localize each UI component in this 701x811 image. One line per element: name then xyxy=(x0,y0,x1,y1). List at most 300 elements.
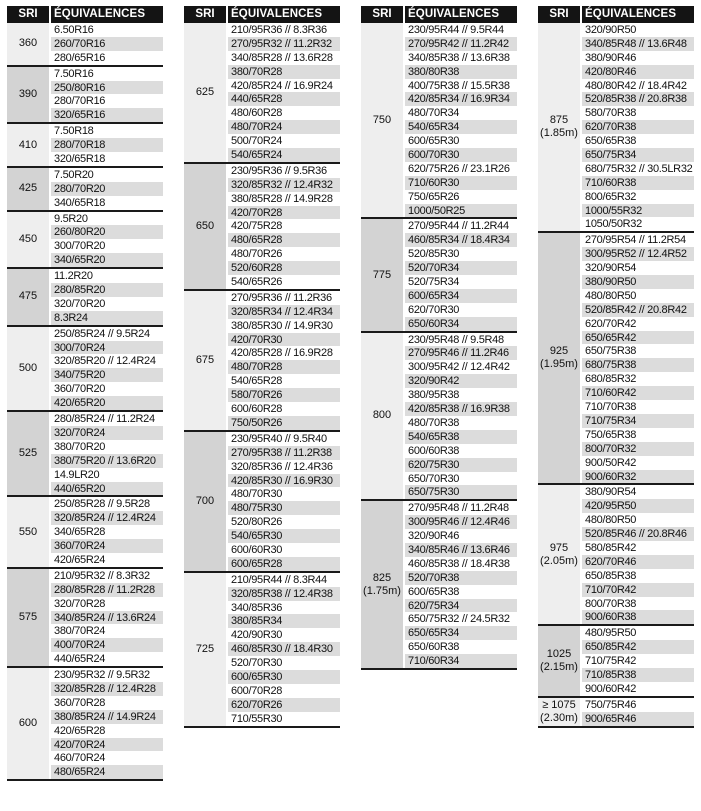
table-body xyxy=(184,23,340,728)
sri-cell xyxy=(184,23,226,162)
equivalence-list xyxy=(582,626,694,695)
equivalence-row: 230/95R48 // 9.5R48 xyxy=(405,333,517,347)
equivalence-list xyxy=(51,269,163,325)
size-group xyxy=(7,327,163,412)
sri-cell xyxy=(184,164,226,289)
size-group xyxy=(7,124,163,168)
sri-value: ≥ 1075 xyxy=(542,698,576,711)
equivalence-row: 650/75R38 xyxy=(582,344,694,358)
size-group xyxy=(361,219,517,332)
equivalence-row: 440/65R20 xyxy=(51,482,163,496)
equivalence-row: 420/85R24 // 16.9R24 xyxy=(228,79,340,93)
sri-value: 425 xyxy=(18,182,38,195)
equivalence-list xyxy=(228,432,340,571)
equivalence-row: 900/60R32 xyxy=(582,470,694,484)
equivalence-row: 280/70R18 xyxy=(51,138,163,152)
equivalence-row: 710/85R38 xyxy=(582,668,694,682)
header-equivalences: ÉQUIVALENCES xyxy=(582,6,694,23)
equivalence-row: 520/70R30 xyxy=(228,656,340,670)
equivalence-row: 480/65R24 xyxy=(51,765,163,779)
equivalence-row: 900/60R38 xyxy=(582,610,694,624)
equivalence-row: 270/95R46 // 11.2R46 xyxy=(405,346,517,360)
sri-cell xyxy=(7,412,49,495)
sri-value: 925 xyxy=(549,345,569,358)
sri-cell xyxy=(7,124,49,166)
header-equivalences: ÉQUIVALENCES xyxy=(228,6,340,23)
equivalence-row: 260/80R20 xyxy=(51,225,163,239)
equivalence-row: 280/70R16 xyxy=(51,94,163,108)
size-group xyxy=(361,501,517,670)
equivalence-row: 520/70R38 xyxy=(405,571,517,585)
equivalence-list xyxy=(582,698,694,726)
sri-cell xyxy=(361,501,403,668)
equivalence-row: 320/85R36 // 12.4R36 xyxy=(228,460,340,474)
size-group xyxy=(538,23,694,233)
equivalence-row: 320/90R46 xyxy=(405,529,517,543)
equivalence-row: 320/90R42 xyxy=(405,374,517,388)
equivalence-row: 680/85R32 xyxy=(582,372,694,386)
equivalence-row: 320/65R18 xyxy=(51,152,163,166)
equivalence-row: 380/85R28 // 14.9R28 xyxy=(228,192,340,206)
equivalence-row: 320/70R24 xyxy=(51,426,163,440)
equivalence-row: 14.9LR20 xyxy=(51,468,163,482)
equivalence-row: 7.50R20 xyxy=(51,168,163,182)
sri-cell xyxy=(184,291,226,430)
equivalence-row: 440/65R24 xyxy=(51,652,163,666)
equivalence-row: 270/95R32 // 11.2R32 xyxy=(228,37,340,51)
equivalence-list xyxy=(582,485,694,624)
equivalence-row: 480/80R50 xyxy=(582,289,694,303)
equivalence-row: 9.5R20 xyxy=(51,212,163,226)
equivalence-row: 380/70R24 xyxy=(51,624,163,638)
header-equivalences: ÉQUIVALENCES xyxy=(405,6,517,23)
equivalence-row: 420/65R20 xyxy=(51,396,163,410)
equivalence-row: 270/95R36 // 11.2R36 xyxy=(228,291,340,305)
equivalence-list xyxy=(51,124,163,166)
equivalence-row: 460/85R30 // 18.4R30 xyxy=(228,642,340,656)
equivalence-row: 620/75R34 xyxy=(405,599,517,613)
equivalence-row: 320/70R28 xyxy=(51,597,163,611)
sri-cell xyxy=(538,233,580,483)
equivalence-row: 600/65R34 xyxy=(405,289,517,303)
size-group xyxy=(7,569,163,668)
equivalence-row: 620/70R30 xyxy=(405,303,517,317)
header-sri: SRI xyxy=(361,6,403,23)
equivalence-row: 420/70R28 xyxy=(228,206,340,220)
equivalence-row: 360/70R28 xyxy=(51,696,163,710)
equivalence-row: 600/65R28 xyxy=(228,557,340,571)
equivalence-row: 340/85R46 // 13.6R46 xyxy=(405,543,517,557)
equivalence-row: 380/90R50 xyxy=(582,275,694,289)
equivalence-row: 230/95R36 // 9.5R36 xyxy=(228,164,340,178)
sri-cell xyxy=(361,219,403,330)
sri-cell xyxy=(7,668,49,779)
equivalence-list xyxy=(228,291,340,430)
equivalence-row: 320/90R54 xyxy=(582,261,694,275)
equivalence-list xyxy=(51,497,163,566)
size-group xyxy=(7,412,163,497)
equivalence-row: 650/60R38 xyxy=(405,640,517,654)
equivalence-row: 380/80R38 xyxy=(405,65,517,79)
table-header xyxy=(7,6,163,23)
sri-value: 390 xyxy=(18,87,38,100)
equivalence-row: 270/95R44 // 11.2R44 xyxy=(405,219,517,233)
equivalence-row: 650/75R32 // 24.5R32 xyxy=(405,612,517,626)
header-sri: SRI xyxy=(184,6,226,23)
equivalence-row: 230/95R44 // 9.5R44 xyxy=(405,23,517,37)
size-group xyxy=(7,269,163,327)
equivalence-row: 340/85R36 xyxy=(228,601,340,615)
size-group xyxy=(7,67,163,125)
equivalence-row: 650/85R38 xyxy=(582,569,694,583)
equivalence-row: 620/75R30 xyxy=(405,458,517,472)
equivalence-row: 580/70R38 xyxy=(582,106,694,120)
equivalence-row: 340/85R24 // 13.6R24 xyxy=(51,611,163,625)
equivalence-row: 320/65R16 xyxy=(51,108,163,122)
equivalence-row: 250/80R16 xyxy=(51,81,163,95)
sri-cell xyxy=(538,626,580,695)
sri-value: 750 xyxy=(372,113,392,126)
equivalence-row: 340/75R20 xyxy=(51,368,163,382)
equivalence-row: 520/85R30 xyxy=(405,247,517,261)
equivalence-row: 600/65R30 xyxy=(405,134,517,148)
size-group xyxy=(538,626,694,697)
sri-value: 975 xyxy=(549,541,569,554)
sri-cell xyxy=(7,269,49,325)
size-group xyxy=(7,497,163,568)
table-header xyxy=(361,6,517,23)
equivalence-row: 420/85R38 // 16.9R38 xyxy=(405,402,517,416)
equivalence-row: 750/75R46 xyxy=(582,698,694,712)
equivalence-row: 710/60R42 xyxy=(582,386,694,400)
equivalence-row: 540/65R38 xyxy=(405,430,517,444)
size-group xyxy=(538,233,694,485)
equivalence-row: 1050/50R32 xyxy=(582,217,694,231)
equivalence-row: 480/70R28 xyxy=(228,360,340,374)
equivalence-row: 300/95R46 // 12.4R46 xyxy=(405,515,517,529)
equivalence-row: 600/60R28 xyxy=(228,402,340,416)
sri-cell xyxy=(361,333,403,500)
equivalence-row: 340/85R28 // 13.6R28 xyxy=(228,51,340,65)
equivalence-list xyxy=(405,219,517,330)
equivalence-row: 11.2R20 xyxy=(51,269,163,283)
equivalence-row: 620/70R38 xyxy=(582,120,694,134)
table-body xyxy=(361,23,517,670)
equivalence-row: 280/70R20 xyxy=(51,182,163,196)
equivalence-row: 480/80R50 xyxy=(582,513,694,527)
equivalence-list xyxy=(51,569,163,666)
sri-cell xyxy=(7,23,49,65)
equivalence-row: 600/65R30 xyxy=(228,670,340,684)
equivalence-list xyxy=(228,164,340,289)
equivalence-row: 710/75R34 xyxy=(582,414,694,428)
equivalence-row: 520/85R42 // 20.8R42 xyxy=(582,303,694,317)
equivalence-list xyxy=(582,23,694,231)
size-group xyxy=(184,573,340,728)
sri-cell xyxy=(184,573,226,726)
equivalence-row: 620/75R26 // 23.1R26 xyxy=(405,162,517,176)
equivalence-row: 600/60R38 xyxy=(405,444,517,458)
equivalence-row: 500/70R24 xyxy=(228,134,340,148)
equivalence-row: 1000/55R32 xyxy=(582,204,694,218)
equivalence-row: 480/75R30 xyxy=(228,501,340,515)
equivalence-row: 650/65R42 xyxy=(582,331,694,345)
equivalence-row: 210/95R36 // 8.3R36 xyxy=(228,23,340,37)
equivalence-row: 380/95R38 xyxy=(405,388,517,402)
equivalence-row: 420/80R46 xyxy=(582,65,694,79)
equivalence-row: 320/85R20 // 12.4R24 xyxy=(51,354,163,368)
equivalence-row: 320/85R32 // 12.4R32 xyxy=(228,178,340,192)
equivalence-row: 280/85R28 // 11.2R28 xyxy=(51,583,163,597)
sri-diameter: (1.75m) xyxy=(363,584,401,597)
equivalence-row: 300/70R20 xyxy=(51,239,163,253)
sri-cell xyxy=(538,698,580,726)
equivalence-row: 580/85R42 xyxy=(582,541,694,555)
equivalence-row: 650/75R30 xyxy=(405,485,517,499)
sri-cell xyxy=(361,23,403,217)
equivalence-row: 420/85R28 // 16.9R28 xyxy=(228,346,340,360)
equivalence-row: 900/65R46 xyxy=(582,712,694,726)
equivalence-list xyxy=(51,212,163,268)
equivalence-row: 540/65R26 xyxy=(228,275,340,289)
sri-cell xyxy=(538,485,580,624)
equivalence-row: 420/65R28 xyxy=(51,724,163,738)
sri-cell xyxy=(538,23,580,231)
sri-value: 475 xyxy=(18,290,38,303)
equivalence-row: 600/70R30 xyxy=(405,148,517,162)
sri-diameter: (1.95m) xyxy=(540,358,578,371)
equivalence-row: 710/55R30 xyxy=(228,712,340,726)
equivalence-row: 380/85R24 // 14.9R24 xyxy=(51,710,163,724)
equivalence-row: 440/65R28 xyxy=(228,92,340,106)
equivalence-row: 250/85R28 // 9.5R28 xyxy=(51,497,163,511)
equivalence-row: 710/70R38 xyxy=(582,400,694,414)
equivalence-row: 7.50R18 xyxy=(51,124,163,138)
size-group xyxy=(538,698,694,728)
header-sri: SRI xyxy=(538,6,580,23)
sri-value: 825 xyxy=(372,571,392,584)
equivalence-row: 340/65R18 xyxy=(51,196,163,210)
equivalence-row: 480/70R26 xyxy=(228,247,340,261)
sri-value: 625 xyxy=(195,85,215,98)
header-sri: SRI xyxy=(7,6,49,23)
equivalence-row: 600/60R30 xyxy=(228,543,340,557)
size-group xyxy=(184,291,340,432)
size-group xyxy=(184,432,340,573)
equivalence-row: 380/70R28 xyxy=(228,65,340,79)
equivalence-row: 210/95R44 // 8.3R44 xyxy=(228,573,340,587)
equivalence-row: 340/85R48 // 13.6R48 xyxy=(582,37,694,51)
equivalence-row: 800/70R32 xyxy=(582,442,694,456)
equivalence-row: 680/75R32 // 30.5LR32 xyxy=(582,162,694,176)
equivalence-row: 650/65R34 xyxy=(405,626,517,640)
sri-cell xyxy=(7,497,49,566)
equivalence-row: 520/60R28 xyxy=(228,261,340,275)
equivalence-row: 480/70R34 xyxy=(405,106,517,120)
equivalence-row: 320/85R34 // 12.4R34 xyxy=(228,305,340,319)
sri-value: 550 xyxy=(18,525,38,538)
equivalence-row: 380/90R46 xyxy=(582,51,694,65)
sri-value: 725 xyxy=(195,642,215,655)
equivalence-row: 710/60R30 xyxy=(405,176,517,190)
equivalence-row: 400/75R38 // 15.5R38 xyxy=(405,79,517,93)
equivalence-row: 230/95R32 // 9.5R32 xyxy=(51,668,163,682)
sri-diameter: (2.30m) xyxy=(540,711,578,724)
equivalence-row: 270/95R48 // 11.2R48 xyxy=(405,501,517,515)
table-header xyxy=(538,6,694,23)
equivalence-row: 380/70R20 xyxy=(51,440,163,454)
equivalence-row: 8.3R24 xyxy=(51,311,163,325)
equivalence-list xyxy=(582,233,694,483)
sri-diameter: (1.85m) xyxy=(540,127,578,140)
sri-cell xyxy=(7,569,49,666)
equivalence-row: 650/60R34 xyxy=(405,317,517,331)
sri-cell xyxy=(7,327,49,410)
equivalence-row: 260/70R16 xyxy=(51,37,163,51)
equivalence-row: 6.50R16 xyxy=(51,23,163,37)
equivalence-list xyxy=(51,67,163,123)
size-group xyxy=(184,23,340,164)
equivalence-row: 280/85R20 xyxy=(51,283,163,297)
sri-value: 500 xyxy=(18,361,38,374)
equivalence-row: 280/65R16 xyxy=(51,51,163,65)
equivalence-row: 280/85R24 // 11.2R24 xyxy=(51,412,163,426)
equivalence-row: 600/65R38 xyxy=(405,585,517,599)
header-equivalences: ÉQUIVALENCES xyxy=(51,6,163,23)
equivalence-row: 480/70R30 xyxy=(228,487,340,501)
equivalence-row: 520/75R34 xyxy=(405,275,517,289)
equivalence-row: 480/65R28 xyxy=(228,233,340,247)
size-group xyxy=(184,164,340,291)
sri-value: 600 xyxy=(18,717,38,730)
sizing-table-column-3 xyxy=(361,6,517,670)
sri-diameter: (2.15m) xyxy=(540,661,578,674)
equivalence-row: 600/70R28 xyxy=(228,684,340,698)
equivalence-row: 460/70R24 xyxy=(51,751,163,765)
equivalence-row: 300/70R24 xyxy=(51,341,163,355)
equivalence-row: 520/70R34 xyxy=(405,261,517,275)
equivalence-row: 480/95R50 xyxy=(582,626,694,640)
equivalence-row: 710/60R38 xyxy=(582,176,694,190)
sizing-table-column-1 xyxy=(7,6,163,781)
equivalence-list xyxy=(51,412,163,495)
sri-value: 650 xyxy=(195,219,215,232)
equivalence-row: 900/50R42 xyxy=(582,456,694,470)
equivalence-row: 420/65R24 xyxy=(51,553,163,567)
sri-value: 575 xyxy=(18,610,38,623)
equivalence-row: 540/65R24 xyxy=(228,148,340,162)
equivalence-row: 520/85R38 // 20.8R38 xyxy=(582,92,694,106)
equivalence-row: 420/70R30 xyxy=(228,333,340,347)
equivalence-row: 620/70R46 xyxy=(582,555,694,569)
equivalence-list xyxy=(405,501,517,668)
equivalence-row: 620/70R26 xyxy=(228,698,340,712)
equivalence-row: 650/75R34 xyxy=(582,148,694,162)
sri-value: 675 xyxy=(195,353,215,366)
equivalence-row: 520/85R46 // 20.8R46 xyxy=(582,527,694,541)
equivalence-row: 650/65R38 xyxy=(582,134,694,148)
size-group xyxy=(7,212,163,270)
equivalence-row: 230/95R40 // 9.5R40 xyxy=(228,432,340,446)
sri-value: 525 xyxy=(18,447,38,460)
equivalence-row: 270/95R42 // 11.2R42 xyxy=(405,37,517,51)
equivalence-row: 650/85R42 xyxy=(582,640,694,654)
equivalence-row: 480/70R24 xyxy=(228,120,340,134)
equivalence-row: 680/75R38 xyxy=(582,358,694,372)
equivalence-row: 7.50R16 xyxy=(51,67,163,81)
equivalence-row: 540/65R34 xyxy=(405,120,517,134)
equivalence-list xyxy=(51,168,163,210)
size-group xyxy=(361,333,517,502)
equivalence-list xyxy=(51,23,163,65)
equivalence-row: 320/85R24 // 12.4R24 xyxy=(51,511,163,525)
equivalence-row: 360/70R20 xyxy=(51,382,163,396)
equivalence-row: 360/70R24 xyxy=(51,539,163,553)
equivalence-row: 800/70R38 xyxy=(582,597,694,611)
equivalence-row: 420/85R34 // 16.9R34 xyxy=(405,92,517,106)
equivalence-row: 300/95R42 // 12.4R42 xyxy=(405,360,517,374)
sri-value: 875 xyxy=(549,114,569,127)
equivalence-row: 800/65R32 xyxy=(582,190,694,204)
equivalence-row: 460/85R34 // 18.4R34 xyxy=(405,233,517,247)
equivalence-row: 750/65R38 xyxy=(582,428,694,442)
equivalence-row: 320/85R28 // 12.4R28 xyxy=(51,682,163,696)
table-body xyxy=(7,23,163,781)
equivalence-row: 420/95R50 xyxy=(582,499,694,513)
table-body xyxy=(538,23,694,728)
equivalence-row: 710/75R42 xyxy=(582,654,694,668)
equivalence-list xyxy=(228,573,340,726)
equivalence-row: 340/85R38 // 13.6R38 xyxy=(405,51,517,65)
sri-value: 775 xyxy=(372,268,392,281)
equivalence-row: 320/85R38 // 12.4R38 xyxy=(228,587,340,601)
equivalence-row: 380/90R54 xyxy=(582,485,694,499)
equivalence-row: 340/65R28 xyxy=(51,525,163,539)
size-group xyxy=(538,485,694,626)
equivalence-row: 420/75R28 xyxy=(228,219,340,233)
sri-cell xyxy=(7,168,49,210)
equivalence-row: 320/90R50 xyxy=(582,23,694,37)
equivalence-list xyxy=(405,333,517,500)
equivalence-row: 710/60R34 xyxy=(405,654,517,668)
sizing-table-column-2 xyxy=(184,6,340,728)
equivalence-list xyxy=(51,327,163,410)
equivalence-row: 420/90R30 xyxy=(228,628,340,642)
equivalence-row: 380/85R30 // 14.9R30 xyxy=(228,319,340,333)
equivalence-row: 480/70R38 xyxy=(405,416,517,430)
equivalence-row: 480/60R28 xyxy=(228,106,340,120)
equivalence-row: 750/50R26 xyxy=(228,416,340,430)
equivalence-row: 210/95R32 // 8.3R32 xyxy=(51,569,163,583)
equivalence-row: 420/85R30 // 16.9R30 xyxy=(228,474,340,488)
equivalence-row: 320/70R20 xyxy=(51,297,163,311)
equivalence-row: 620/70R42 xyxy=(582,317,694,331)
equivalence-row: 380/85R34 xyxy=(228,614,340,628)
equivalence-row: 480/80R42 // 18.4R42 xyxy=(582,79,694,93)
sri-value: 700 xyxy=(195,494,215,507)
sri-cell xyxy=(7,212,49,268)
size-group xyxy=(7,668,163,781)
sri-diameter: (2.05m) xyxy=(540,554,578,567)
equivalence-row: 340/65R20 xyxy=(51,253,163,267)
equivalence-row: 250/85R24 // 9.5R24 xyxy=(51,327,163,341)
equivalence-row: 300/95R52 // 12.4R52 xyxy=(582,247,694,261)
sri-value: 360 xyxy=(18,37,38,50)
equivalence-row: 380/75R20 // 13.6R20 xyxy=(51,454,163,468)
equivalence-row: 270/95R38 // 11.2R38 xyxy=(228,446,340,460)
size-group xyxy=(361,23,517,219)
equivalence-list xyxy=(405,23,517,217)
